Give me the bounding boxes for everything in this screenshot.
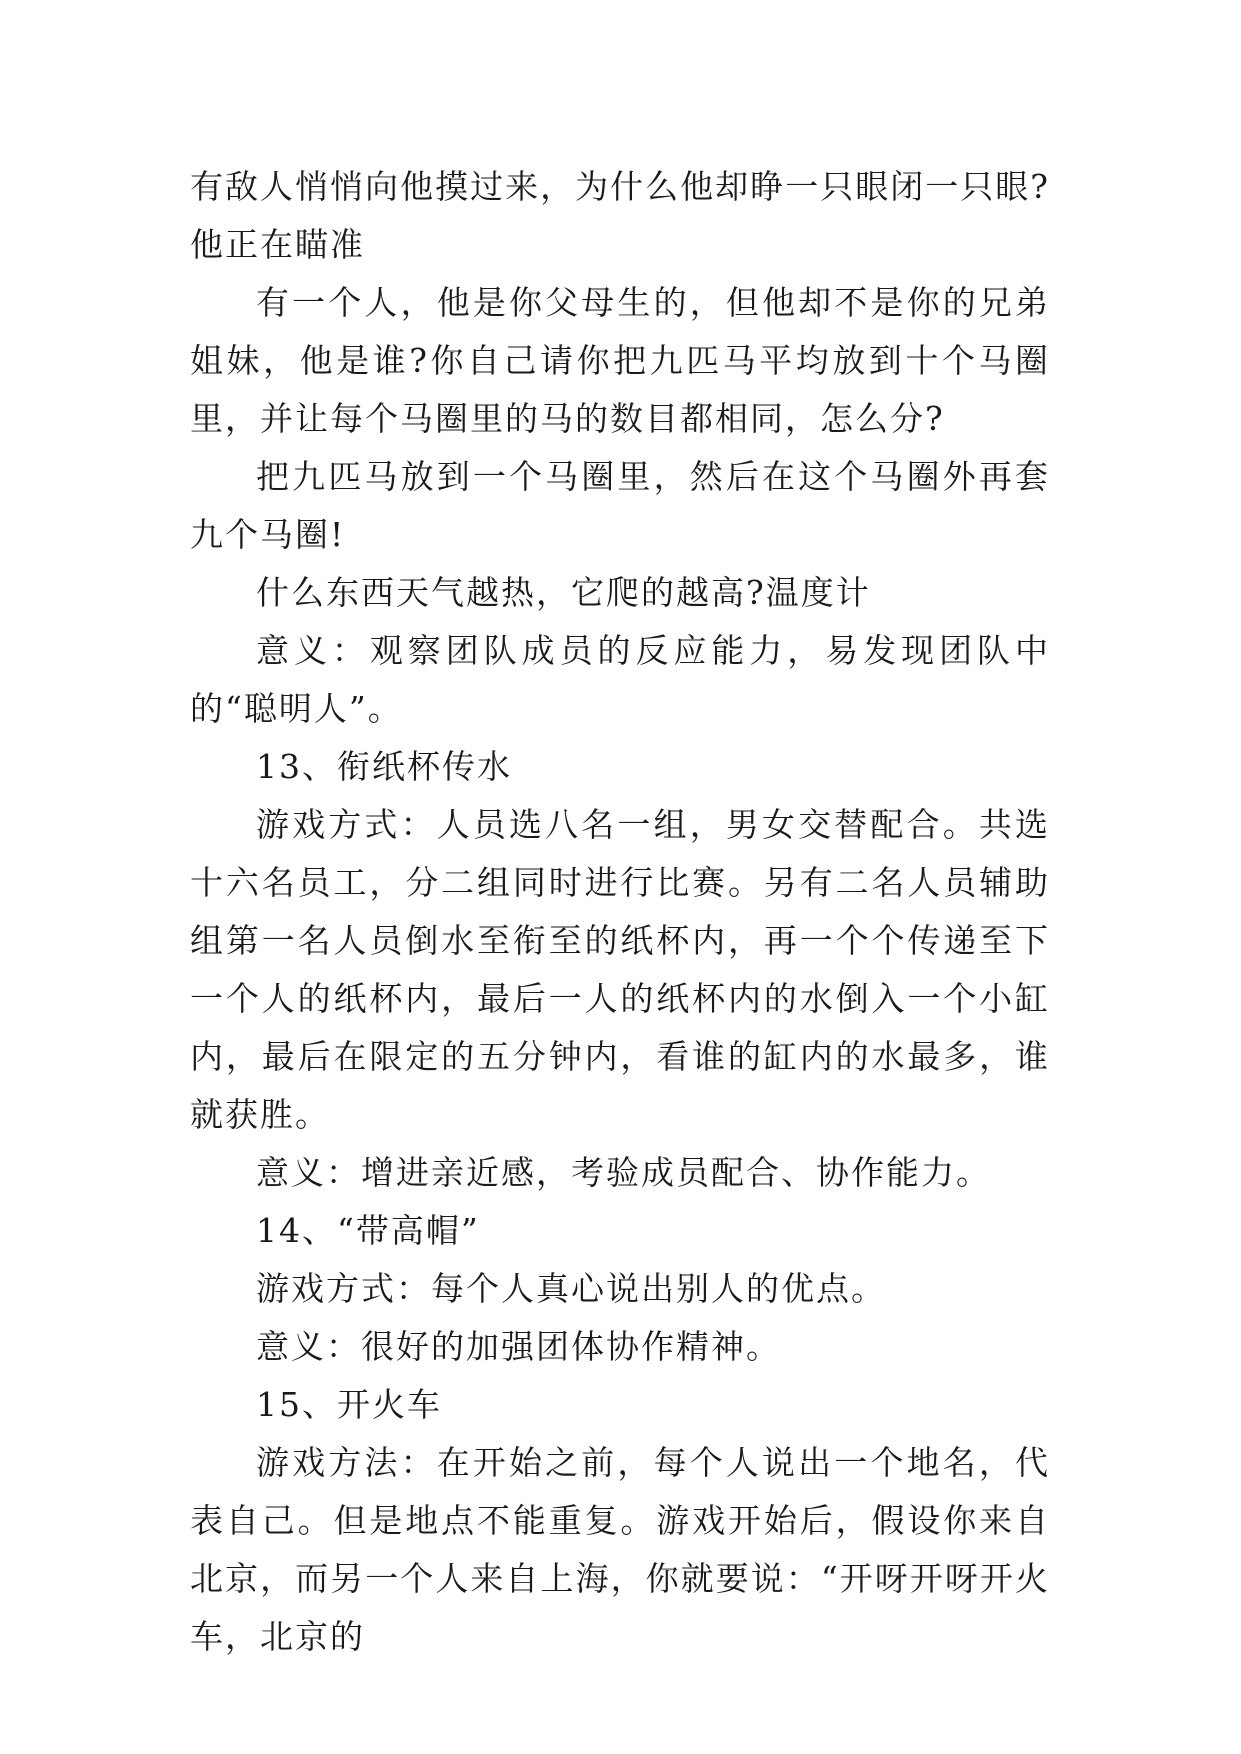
paragraph: 游戏方法：在开始之前，每个人说出一个地名，代表自己。但是地点不能重复。游戏开始后，假设你来自北京，而另一个人来自上海，你就要说：“开呀开呀开火车，北京的 bbox=[190, 1443, 1050, 1656]
paragraph: 游戏方式：人员选八名一组，男女交替配合。共选十六名员工，分二组同时进行比赛。另有二名人员辅助组第一名人员倒水至衔至的纸杯内，再一个个传递至下一个人的纸杯内，最后一人的纸杯内的水倒入一个小缸内，最后在限定的五分钟内，看谁的缸内的水最多，谁就获胜。 bbox=[190, 805, 1050, 1134]
paragraph: 有敌人悄悄向他摸过来，为什么他却睁一只眼闭一只眼?他正在瞄准 bbox=[190, 167, 1050, 264]
section-heading: 15、开火车 bbox=[256, 1385, 442, 1424]
paragraph: 什么东西天气越热，它爬的越高?温度计 bbox=[256, 573, 871, 612]
section-heading: 13、衔纸杯传水 bbox=[256, 747, 512, 786]
document-body bbox=[190, 158, 1050, 1666]
paragraph: 意义：增进亲近感，考验成员配合、协作能力。 bbox=[256, 1153, 991, 1192]
paragraph: 把九匹马放到一个马圈里，然后在这个马圈外再套九个马圈! bbox=[190, 457, 1050, 554]
paragraph: 有一个人，他是你父母生的，但他却不是你的兄弟姐妹，他是谁?你自己请你把九匹马平均放到十个马圈里，并让每个马圈里的马的数目都相同，怎么分? bbox=[190, 283, 1050, 438]
paragraph: 游戏方式：每个人真心说出别人的优点。 bbox=[256, 1269, 886, 1308]
paragraph: 意义：很好的加强团体协作精神。 bbox=[256, 1327, 781, 1366]
paragraph: 意义：观察团队成员的反应能力，易发现团队中的“聪明人”。 bbox=[190, 631, 1050, 728]
section-heading: 14、“带高帽” bbox=[256, 1211, 480, 1250]
